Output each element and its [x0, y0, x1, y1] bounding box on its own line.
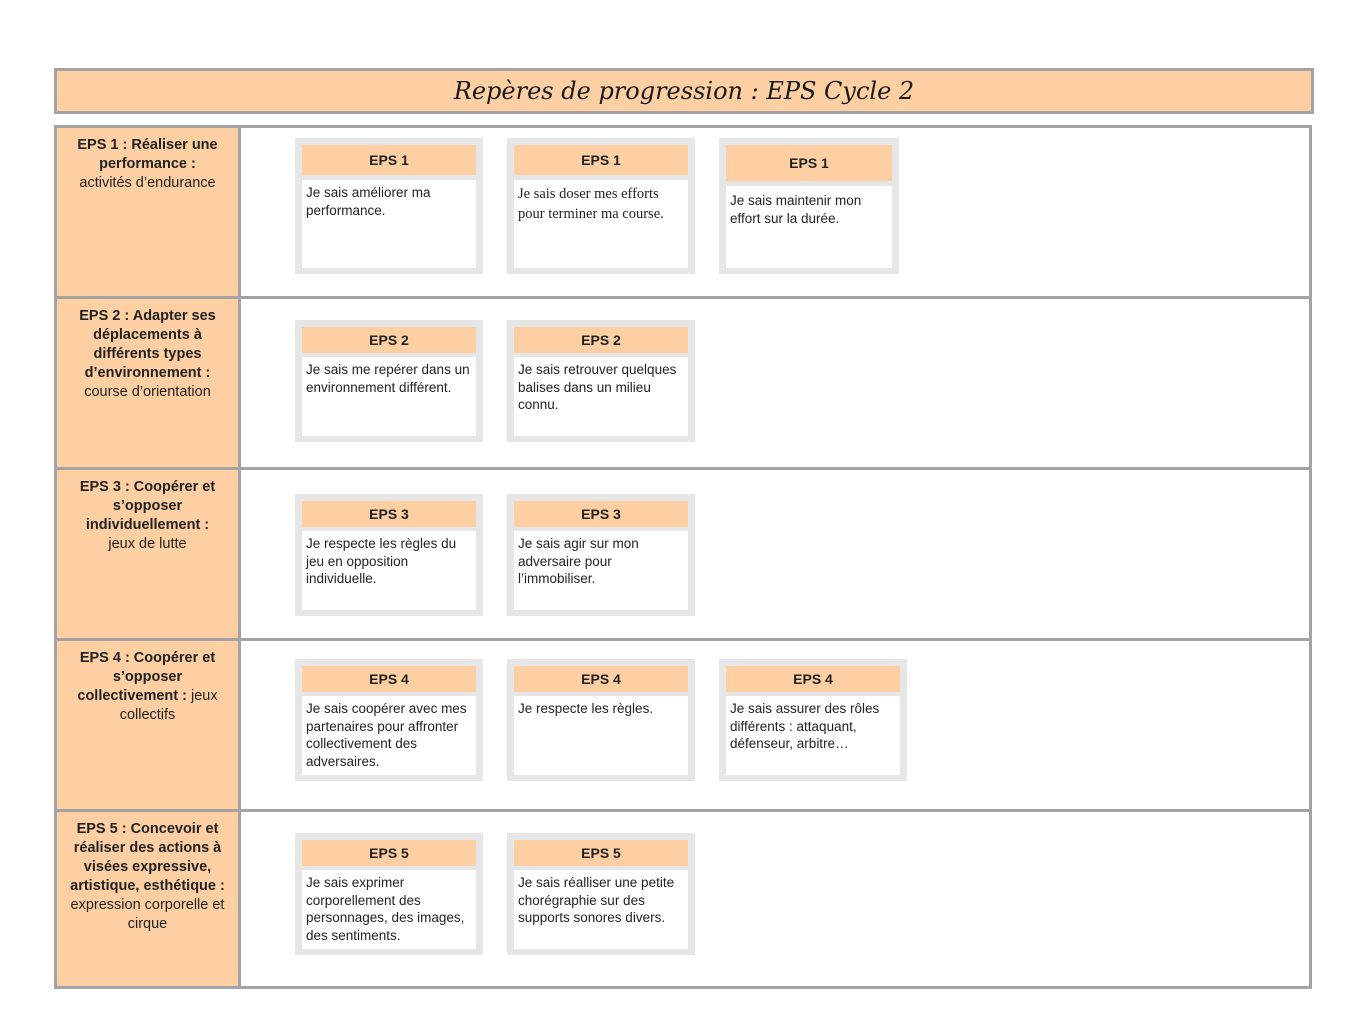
skill-card-header: EPS 4 — [726, 666, 900, 692]
row-label-activity: jeux collectifs — [119, 688, 218, 723]
skill-card-header: EPS 2 — [514, 327, 688, 353]
skill-card-header: EPS 4 — [302, 666, 476, 692]
table-row — [57, 299, 1309, 470]
skill-card — [507, 320, 695, 442]
skill-card — [719, 659, 907, 781]
row-label — [57, 812, 241, 986]
skill-card — [295, 659, 483, 781]
row-label-title: EPS 3 : Coopérer et s’opposer individuellement : — [79, 479, 216, 533]
skill-card-text: Je sais améliorer ma performance. — [302, 180, 476, 268]
skill-card-text: Je respecte les règles. — [514, 696, 688, 775]
row-label-activity: course d’orientation — [84, 384, 211, 400]
skill-card — [719, 138, 899, 274]
table-row — [57, 812, 1309, 986]
progression-table — [54, 125, 1312, 989]
skill-card — [507, 494, 695, 616]
skill-card-text: Je respecte les règles du jeu en opposition individuelle. — [302, 531, 476, 610]
skill-card-text: Je sais doser mes efforts pour terminer ma course. — [514, 180, 688, 268]
skill-card-header: EPS 2 — [302, 327, 476, 353]
skill-card-text: Je sais assurer des rôles différents : attaquant, défenseur, arbitre… — [726, 696, 900, 775]
skill-card — [295, 494, 483, 616]
skill-card-text: Je sais réalliser une petite chorégraphie sur des supports sonores divers. — [514, 870, 688, 949]
row-label-title: EPS 4 : Coopérer et s’opposer collectivement : — [77, 650, 216, 704]
row-label-title: EPS 1 : Réaliser une performance : — [77, 137, 218, 172]
skill-card-header: EPS 1 — [302, 145, 476, 175]
skill-card — [507, 833, 695, 955]
skill-card-header: EPS 5 — [514, 840, 688, 866]
skill-card-header: EPS 3 — [514, 501, 688, 527]
skill-card-text: Je sais coopérer avec mes partenaires pour affronter collectivement des adversaires. — [302, 696, 476, 775]
table-row — [57, 470, 1309, 641]
skill-card — [295, 833, 483, 955]
row-label-activity: jeux de lutte — [108, 536, 187, 552]
skill-card-header: EPS 3 — [302, 501, 476, 527]
row-label-activity: activités d’endurance — [79, 175, 216, 191]
skill-card-text: Je sais me repérer dans un environnement différent. — [302, 357, 476, 436]
page-title: Repères de progression : EPS Cycle 2 — [54, 68, 1314, 114]
skill-card-text: Je sais retrouver quelques balises dans un milieu connu. — [514, 357, 688, 436]
skill-card — [295, 320, 483, 442]
skill-card-text: Je sais agir sur mon adversaire pour l’immobiliser. — [514, 531, 688, 610]
table-row — [57, 128, 1309, 299]
skill-card-header: EPS 1 — [726, 145, 892, 181]
row-label-title: EPS 2 : Adapter ses déplacements à différents types d’environnement : — [79, 308, 216, 381]
skill-card-header: EPS 1 — [514, 145, 688, 175]
row-label-activity: expression corporelle et cirque — [70, 897, 225, 932]
skill-card — [507, 138, 695, 274]
skill-card-header: EPS 4 — [514, 666, 688, 692]
skill-card-text: Je sais maintenir mon effort sur la durée. — [726, 186, 892, 268]
skill-card-text: Je sais exprimer corporellement des personnages, des images, des sentiments. — [302, 870, 476, 949]
row-label — [57, 299, 241, 467]
table-row — [57, 641, 1309, 812]
row-label — [57, 641, 241, 809]
row-label-title: EPS 5 : Concevoir et réaliser des actions à visées expressive, artistique, esthétique : — [70, 821, 225, 894]
skill-card — [295, 138, 483, 274]
skill-card-header: EPS 5 — [302, 840, 476, 866]
row-label — [57, 470, 241, 638]
skill-card — [507, 659, 695, 781]
row-label — [57, 128, 241, 296]
